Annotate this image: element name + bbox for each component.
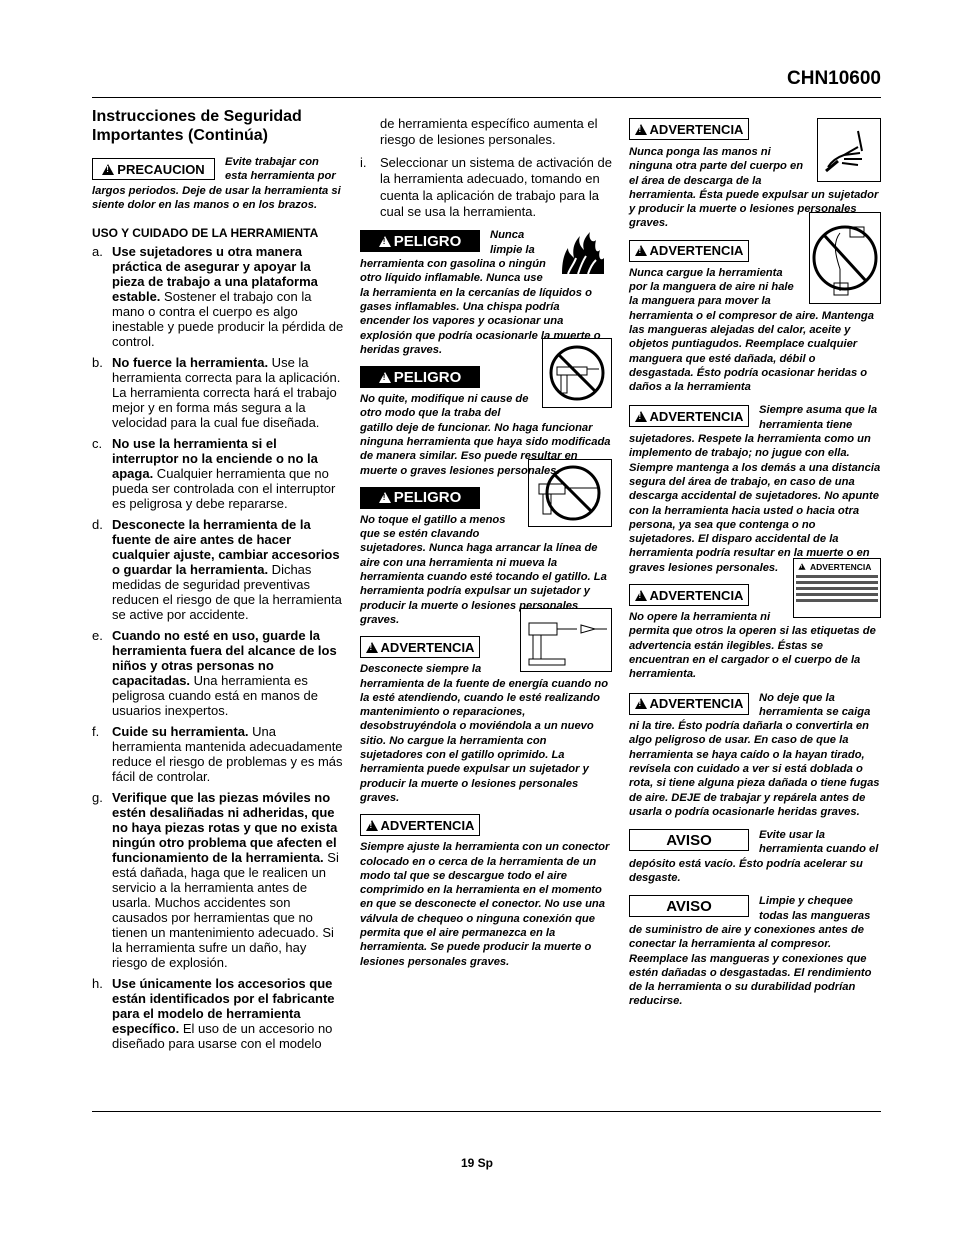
advertencia-badge: ! ADVERTENCIA <box>629 405 749 427</box>
section-title: Instrucciones de Seguridad Importantes (Continúa) <box>92 108 302 144</box>
care-list-item: e. Cuando no esté en uso, guarde la herramienta fuera del alcance de los niños y otras personas no capacitadas. Una herramienta es peligrosa cuando está en manos de usuarios inexpertos. <box>92 628 337 719</box>
warning-triangle-icon <box>635 411 647 422</box>
warning-triangle-icon <box>798 563 805 570</box>
aviso-block-1 <box>629 828 881 885</box>
warning-triangle-icon <box>366 642 378 653</box>
advertencia-text-c2-1: Desconecte siempre la herramienta de la fuente de energía cuando no la esté atendiendo, cuando le esté realizando mantenimiento o reparaciones, desobstruyéndola o moviéndola a un nuevo sitio. No cargue la herramienta con sujetadores con el gatillo oprimido. La herramienta puede expulsar un sujetador y producir la muerte o lesiones personales graves. <box>360 663 609 804</box>
care-list-item: f. Cuide su herramienta. Una herramienta mantenida adecuadamente reduce el riesgo de problemas y es más fácil de controlar. <box>92 724 343 785</box>
hand-danger-icon <box>817 118 881 182</box>
aviso-text-2: Limpie y chequee todas las mangueras de suministro de aire y conexiones antes de conectar la herramienta al compresor. Reemplace las mangueras y conexiones que estén dañadas o desgastadas. El rendimiento de la herramienta o su durabilidad podrían reducirse. <box>629 895 872 1008</box>
advertencia-badge: ! ADVERTENCIA <box>629 693 749 715</box>
no-carry-by-hose-icon <box>809 212 881 304</box>
advertencia-badge: ! ADVERTENCIA <box>360 636 480 658</box>
warning-triangle-icon <box>635 698 647 709</box>
advertencia-block-c3-2 <box>629 240 881 395</box>
column-3 <box>629 118 881 1018</box>
care-list-item: b. No fuerce la herramienta. Use la herramienta correcta para la aplicación. La herramienta correcta hará el trabajo mejor y en forma más segura a la velocidad para la cual fue diseñada. <box>92 355 341 431</box>
care-list <box>92 244 344 1051</box>
precaucion-badge: ! PRECAUCION <box>92 158 215 180</box>
warning-triangle-icon <box>379 492 391 503</box>
care-list-item: g. Verifique que las piezas móviles no estén desaliñadas ni adheridas, que no haya piezas rotas y que no exista ningún otro problema que afecten el funcionamiento de la herramienta. Si está dañada, haga que le realicen un servicio a la herramienta antes de usarla. Muchos accidentes son causados por herramientas que no tienen un mantenimiento adecuado. Si la herramienta sufre un daño, hay riesgo de explosión. <box>92 790 339 971</box>
aviso-badge: AVISO <box>629 829 749 851</box>
advertencia-badge: ! ADVERTENCIA <box>629 118 749 140</box>
peligro-badge: ! PELIGRO <box>360 487 480 509</box>
advertencia-text-c2-2: Siempre ajuste la herramienta con un conector colocado en o cerca de la herramienta de un modo tal que se descargue todo el aire comprimido en la herramienta en el momento en que se desconecte el conector. No use una válvula de chequeo o ninguna conexión que permita que el aire permanezca en la herramienta. Se puede producir la muerte o lesiones personales graves. <box>360 841 610 968</box>
advertencia-badge: ! ADVERTENCIA <box>629 584 749 606</box>
list-item-i: i. Seleccionar un sistema de activación de la herramienta adecuado, tomando en cuenta la aplicación de trabajo para la cual se usa la herramienta. <box>360 154 612 220</box>
aviso-block-2 <box>629 894 881 1008</box>
continued-text: de herramienta específico aumenta el riesgo de lesiones personales. <box>380 116 598 148</box>
warning-triangle-icon <box>379 236 391 247</box>
advertencia-text-c3-5: No deje que la herramienta se caiga ni la tire. Ésto podría dañarla o convertirla en algo peligroso de usar. En caso de que la herramienta se haya caído o la hayan tirado, revísela con cuidado a ver si está doblada o rota, si tiene alguna pieza dañada o tiene fugas de aire. DEJE de trabajar y repárela antes de usarla o podría ocasionarle heridas graves. <box>629 691 880 818</box>
advertencia-block-c3-4 <box>629 561 881 681</box>
model-number: CHN10600 <box>787 68 881 89</box>
no-modify-trigger-icon <box>542 338 612 408</box>
peligro-badge: ! PELIGRO <box>360 230 480 252</box>
warning-triangle-icon <box>379 372 391 383</box>
aviso-badge: AVISO <box>629 895 749 917</box>
precaucion-text: Evite trabajar con esta herramienta por largos periodos. Deje de usar la herramienta si siente dolor en las manos o en los brazos. <box>92 156 341 211</box>
warning-triangle-icon <box>635 590 647 601</box>
advertencia-block-c3-1 <box>629 118 881 231</box>
aviso-text-1: Evite usar la herramienta cuando el depósito está vacío. Ésto podría acelerar su desgaste. <box>629 829 879 885</box>
care-list-item: c. No use la herramienta si el interruptor no la enciende o no la apaga. Cualquier herramienta que no pueda ser controlada con el interruptor es peligrosa y debe repararse. <box>92 436 336 512</box>
page-number: 19 Sp <box>460 1156 493 1170</box>
peligro-block-1 <box>360 228 612 357</box>
disconnect-tool-icon <box>520 608 612 672</box>
advertencia-text-c3-4: No opere la herramienta ni permita que otros la operen si las etiquetas de advertencia están ilegibles. Éstas se encuentran en el cargador o el cuerpo de la herramienta. <box>629 611 876 681</box>
column-1 <box>92 107 344 1057</box>
care-list-item: h. Use únicamente los accesorios que están identificados por el fabricante para el modelo de herramienta específico. El uso de un accesorio no diseñado para usarse con el modelo <box>92 976 335 1052</box>
warning-triangle-icon <box>635 245 647 256</box>
advertencia-text-c3-1: Nunca ponga las manos ni ninguna otra parte del cuerpo en el área de descarga de la herramienta. Ésta puede expulsar un sujetador y producir la muerte o lesiones personales graves. <box>629 146 879 230</box>
warning-triangle-icon <box>635 124 647 135</box>
advertencia-block-c3-3 <box>629 403 881 575</box>
peligro-text-2: No quite, modifique ni cause de otro modo que la traba del gatillo deje de funcionar. No haga funcionar ninguna herramienta que haya sido modificada de manera similar. Eso puede resultar en muerte o graves lesiones personales. <box>360 393 611 477</box>
peligro-badge: ! PELIGRO <box>360 366 480 388</box>
flame-icon <box>558 228 608 278</box>
advertencia-text-c3-3: Siempre asuma que la herramienta tiene sujetadores. Respete la herramienta como un implemento de trabajo; no jugue con ella. Siempre mantenga a los demás a una distancia segura del área de trabajo, en caso de una descarga accidental de sujetadores. No apunte con la herramienta hacia usted o hacia otra persona, ya sea que contenga o no sujetadores. El disparo accidental de la herramienta podría resultar en la muerte o en graves lesiones personales. <box>629 404 881 574</box>
bottom-rule <box>92 1111 881 1112</box>
peligro-text-1: Nunca limpie la herramienta con gasolina o ningún otro líquido inflamable. Nunca use la herramienta en la cercanías de líquidos o gases inflamables. Una chispa podría encender los vapores y ocasionar una explosión que podría ocasionarle la muerte o heridas graves. <box>360 229 601 356</box>
advertencia-block-c2-1 <box>360 636 612 805</box>
peligro-block-3 <box>360 487 612 627</box>
column-2 <box>360 116 612 978</box>
advertencia-block-c2-2 <box>360 814 612 969</box>
advertencia-text-c3-2: Nunca cargue la herramienta por la manguera de aire ni hale la manguera para mover la herramienta o el compresor de aire. Mantenga las mangueras alejadas del calor, aceite y objetos puntiagudos. Reemplace cualquier manguera que esté dañada, débil o desgastada. Ésto podría ocasionar heridas o daños a la herramienta <box>629 266 874 394</box>
advertencia-block-c3-5 <box>629 691 881 820</box>
precaucion-block <box>92 155 344 212</box>
warning-label-icon: ! ADVERTENCIA <box>793 558 881 618</box>
warning-triangle-icon <box>366 820 378 831</box>
advertencia-badge: ! ADVERTENCIA <box>629 240 749 262</box>
advertencia-badge: ! ADVERTENCIA <box>360 814 480 836</box>
care-list-item: d. Desconecte la herramienta de la fuente de aire antes de hacer cualquier ajuste, cambiar accesorios o guardar la herramienta. Dichas medidas de seguridad preventivas reducen el riesgo de que la herramienta se active por accidente. <box>92 517 342 623</box>
warning-triangle-icon <box>102 164 114 175</box>
top-rule <box>92 97 881 98</box>
care-list-item: a. Use sujetadores u otra manera práctica de asegurar y apoyar la pieza de trabajo a una plataforma estable. Sostener el trabajo con la mano o contra el cuerpo es algo inestable y puede producir la pérdida de control. <box>92 244 344 350</box>
subhead-uso-cuidado: USO Y CUIDADO DE LA HERRAMIENTA <box>92 226 319 241</box>
peligro-block-2 <box>360 366 612 478</box>
peligro-text-3: No toque el gatillo a menos que se estén clavando sujetadores. Nunca haga arrancar la línea de aire con una herramienta ni mueva la herramienta cuando esté tocando el gatillo. La herramienta podría expulsar un sujetador y producir la muerte o lesiones personales graves. <box>360 513 607 626</box>
